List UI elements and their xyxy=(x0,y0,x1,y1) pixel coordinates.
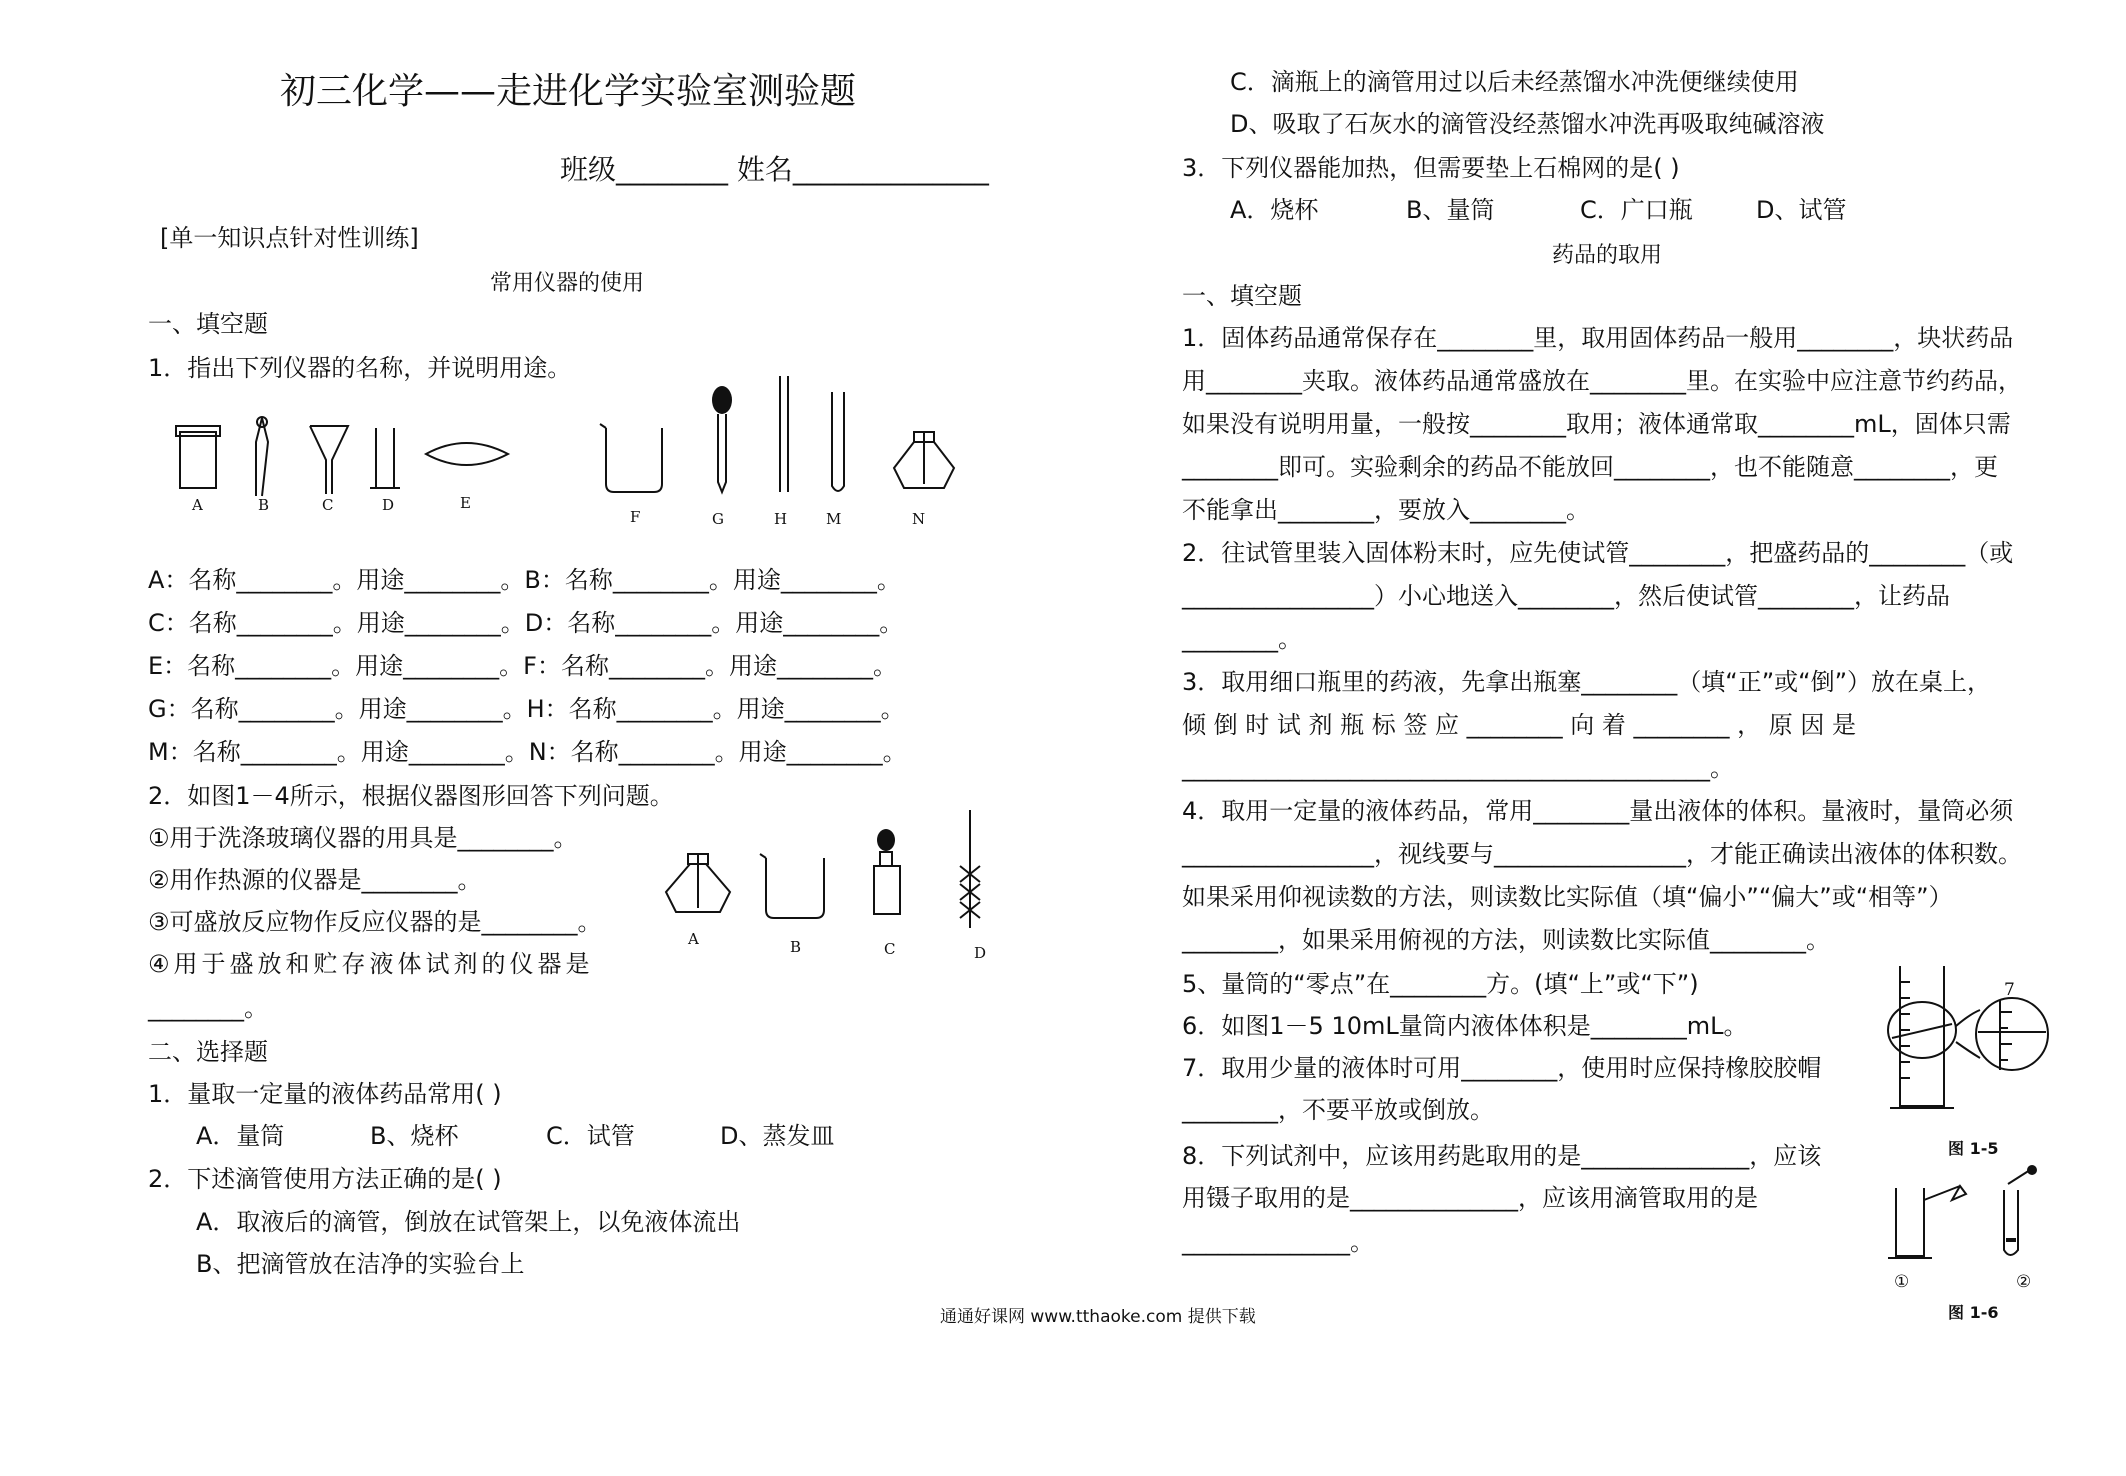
choice-3-option-a: A．烧杯 xyxy=(1230,196,1319,224)
q2-item-3: ③可盛放反应物作反应仪器的是________。 xyxy=(148,908,602,936)
question-2: 2．如图1－4所示，根据仪器图形回答下列问题。 xyxy=(148,782,674,810)
test-tube-dropper-icon xyxy=(2004,1165,2037,1255)
reagent-line-11: ____________________________________________。 xyxy=(1182,754,1734,782)
reagent-line-7: ________________）小心地送入________，然后使试管________，让药品 xyxy=(1182,582,1950,610)
reagent-line-13: ________________，视线要与________________，才能正确读出液体的体积数。 xyxy=(1182,840,2022,868)
evaporating-dish-icon xyxy=(426,443,508,465)
fig15-caption: 图 1-5 xyxy=(1948,1139,1999,1158)
choice-heading-left: 二、选择题 xyxy=(148,1038,268,1066)
choice-1: 1．量取一定量的液体药品常用( ) xyxy=(148,1080,502,1108)
fig15-reading: 7 xyxy=(2004,980,2015,1000)
reagent-line-10: 倾 倒 时 试 剂 瓶 标 签 应 ________ 向 着 ________ ， 原 因 是 xyxy=(1182,711,1857,739)
fig1-label-e: E xyxy=(460,494,471,512)
fig1-label-n: N xyxy=(912,510,926,528)
reagent-line-15: ________，如果采用俯视的方法，则读数比实际值________。 xyxy=(1182,926,1830,954)
choice-3: 3．下列仪器能加热，但需要垫上石棉网的是( ) xyxy=(1182,154,1680,182)
fig1-label-m: M xyxy=(826,510,842,528)
measuring-cylinder-icon xyxy=(370,428,400,488)
q1-row-ab: A：名称________。用途________。B：名称________。用途________。 xyxy=(148,566,901,594)
fig16-label-1: ① xyxy=(1894,1272,1910,1292)
choice-3-option-b: B、量筒 xyxy=(1406,196,1495,224)
magnifier-icon xyxy=(1956,998,2048,1070)
dropper-bottle-icon xyxy=(874,829,900,914)
cylinder-with-funnel-icon xyxy=(1888,1186,1966,1258)
choice-1-option-c: C．试管 xyxy=(546,1122,635,1150)
fig1-label-b: B xyxy=(258,496,270,514)
q1-row-mn: M：名称________。用途________。N：名称________。用途________。 xyxy=(148,738,907,766)
choice-2-option-b: B、把滴管放在洁净的实验台上 xyxy=(196,1250,525,1278)
q1-row-cd: C：名称________。用途________。D：名称________。用途________。 xyxy=(148,609,904,637)
fig2-label-c: C xyxy=(884,940,896,958)
dropper-icon xyxy=(712,386,732,492)
measuring-cylinder-icon xyxy=(1888,966,1956,1108)
reagent-line-9: 3．取用细口瓶里的药液，先拿出瓶塞________（填“正”或“倒”）放在桌上， xyxy=(1182,668,1992,696)
section-title-instruments: 常用仪器的使用 xyxy=(490,271,645,296)
test-tube-brush-icon xyxy=(960,810,980,928)
fig1-label-f: F xyxy=(630,508,641,526)
choice-2-option-d: D、吸取了石灰水的滴管没经蒸馏水冲洗再吸取纯碱溶液 xyxy=(1230,110,1825,138)
q1-row-gh: G：名称________。用途________。H：名称________。用途________。 xyxy=(148,695,905,723)
reagent-line-12: 4．取用一定量的液体药品，常用________量出液体的体积。量液时，量筒必须 xyxy=(1182,797,2014,825)
tongs-icon xyxy=(256,417,268,496)
reagent-narrow-3: 7．取用少量的液体时可用________，使用时应保持橡胶胶帽 xyxy=(1182,1054,1822,1082)
choice-3-option-d: D、试管 xyxy=(1756,196,1847,224)
training-tag: [单一知识点针对性训练] xyxy=(160,224,419,252)
choice-3-option-c: C．广口瓶 xyxy=(1580,196,1693,224)
reagent-narrow-2: 6．如图1－5 10mL量筒内液体体积是________mL。 xyxy=(1182,1012,1748,1040)
q2-item-4-blank: ________。 xyxy=(148,994,268,1022)
choice-1-option-b: B、烧杯 xyxy=(370,1122,459,1150)
beaker-icon xyxy=(600,424,662,492)
reagent-line-14: 如果采用仰视读数的方法，则读数比实际值（填“偏小”“偏大”或“相等”） xyxy=(1182,883,1953,911)
fig1-label-h: H xyxy=(774,510,788,528)
fig16-caption: 图 1-6 xyxy=(1948,1303,1999,1322)
choice-2-option-a: A．取液后的滴管，倒放在试管架上，以免液体流出 xyxy=(196,1208,741,1236)
funnel-icon xyxy=(310,426,348,494)
reagent-narrow-4: ________，不要平放或倒放。 xyxy=(1182,1096,1494,1124)
wide-mouth-bottle-icon xyxy=(176,426,220,488)
fig1-label-a: A xyxy=(192,496,203,514)
reagent-line-8: ________。 xyxy=(1182,625,1302,653)
choice-1-option-d: D、蒸发皿 xyxy=(720,1122,835,1150)
reagent-line-1: 1．固体药品通常保存在________里，取用固体药品一般用________，块状药品 xyxy=(1182,324,2014,352)
fig16-label-2: ② xyxy=(2016,1272,2032,1292)
reagent-line-3: 如果没有说明用量，一般按________取用；液体通常取________mL，固体只需 xyxy=(1182,410,2011,438)
footer-credit: 通通好课网 www.tthaoke.com 提供下载 xyxy=(940,1307,1256,1327)
q1-row-ef: E：名称________。用途________。F：名称________。用途________。 xyxy=(148,652,897,680)
alcohol-lamp-icon xyxy=(894,432,954,488)
reagent-line-4: ________即可。实验剩余的药品不能放回________，也不能随意________，更 xyxy=(1182,453,1998,481)
class-name-line: 班级________ 姓名______________ xyxy=(560,153,989,186)
fig1-label-g: G xyxy=(712,510,724,528)
fig1-label-c: C xyxy=(322,496,334,514)
reagent-narrow-7: ______________。 xyxy=(1182,1228,1374,1256)
page-title: 初三化学——走进化学实验室测验题 xyxy=(280,71,857,112)
reagent-line-5: 不能拿出________，要放入________。 xyxy=(1182,496,1590,524)
alcohol-lamp-icon xyxy=(666,854,730,912)
glass-rod-icon xyxy=(780,376,788,492)
reagent-narrow-6: 用镊子取用的是______________，应该用滴管取用的是 xyxy=(1182,1184,1758,1212)
choice-2: 2．下述滴管使用方法正确的是( ) xyxy=(148,1165,502,1193)
test-tube-icon xyxy=(832,392,844,491)
fill-heading-right: 一、填空题 xyxy=(1182,282,1302,310)
reagent-narrow-5: 8．下列试剂中，应该用药匙取用的是______________，应该 xyxy=(1182,1142,1822,1170)
question-1: 1．指出下列仪器的名称，并说明用途。 xyxy=(148,354,572,382)
figure-1-5 xyxy=(1880,966,2060,1126)
fig1-label-d: D xyxy=(382,496,395,514)
reagent-line-2: 用________夹取。液体药品通常盛放在________里。在实验中应注意节约药品， xyxy=(1182,367,2022,395)
instrument-figure-1 xyxy=(170,372,970,512)
fig2-label-b: B xyxy=(790,938,802,956)
q2-item-1: ①用于洗涤玻璃仪器的用具是________。 xyxy=(148,824,578,852)
q2-item-2: ②用作热源的仪器是________。 xyxy=(148,866,482,894)
choice-1-option-a: A．量筒 xyxy=(196,1122,285,1150)
instrument-figure-2 xyxy=(660,810,1000,960)
fig2-label-a: A xyxy=(688,930,699,948)
q2-item-4: ④用于盛放和贮存液体试剂的仪器是 xyxy=(148,950,594,978)
choice-2-option-c: C．滴瓶上的滴管用过以后未经蒸馏水冲洗便继续使用 xyxy=(1230,68,1799,96)
figure-1-6 xyxy=(1880,1170,2060,1270)
reagent-narrow-1: 5、量筒的“零点”在________方。(填“上”或“下”) xyxy=(1182,970,1699,998)
fig2-label-d: D xyxy=(974,944,987,962)
fill-heading-left: 一、填空题 xyxy=(148,310,268,338)
section-title-reagents: 药品的取用 xyxy=(1552,243,1663,268)
reagent-line-6: 2．往试管里装入固体粉末时，应先使试管________，把盛药品的________（或 xyxy=(1182,539,2014,567)
beaker-icon xyxy=(760,854,824,918)
